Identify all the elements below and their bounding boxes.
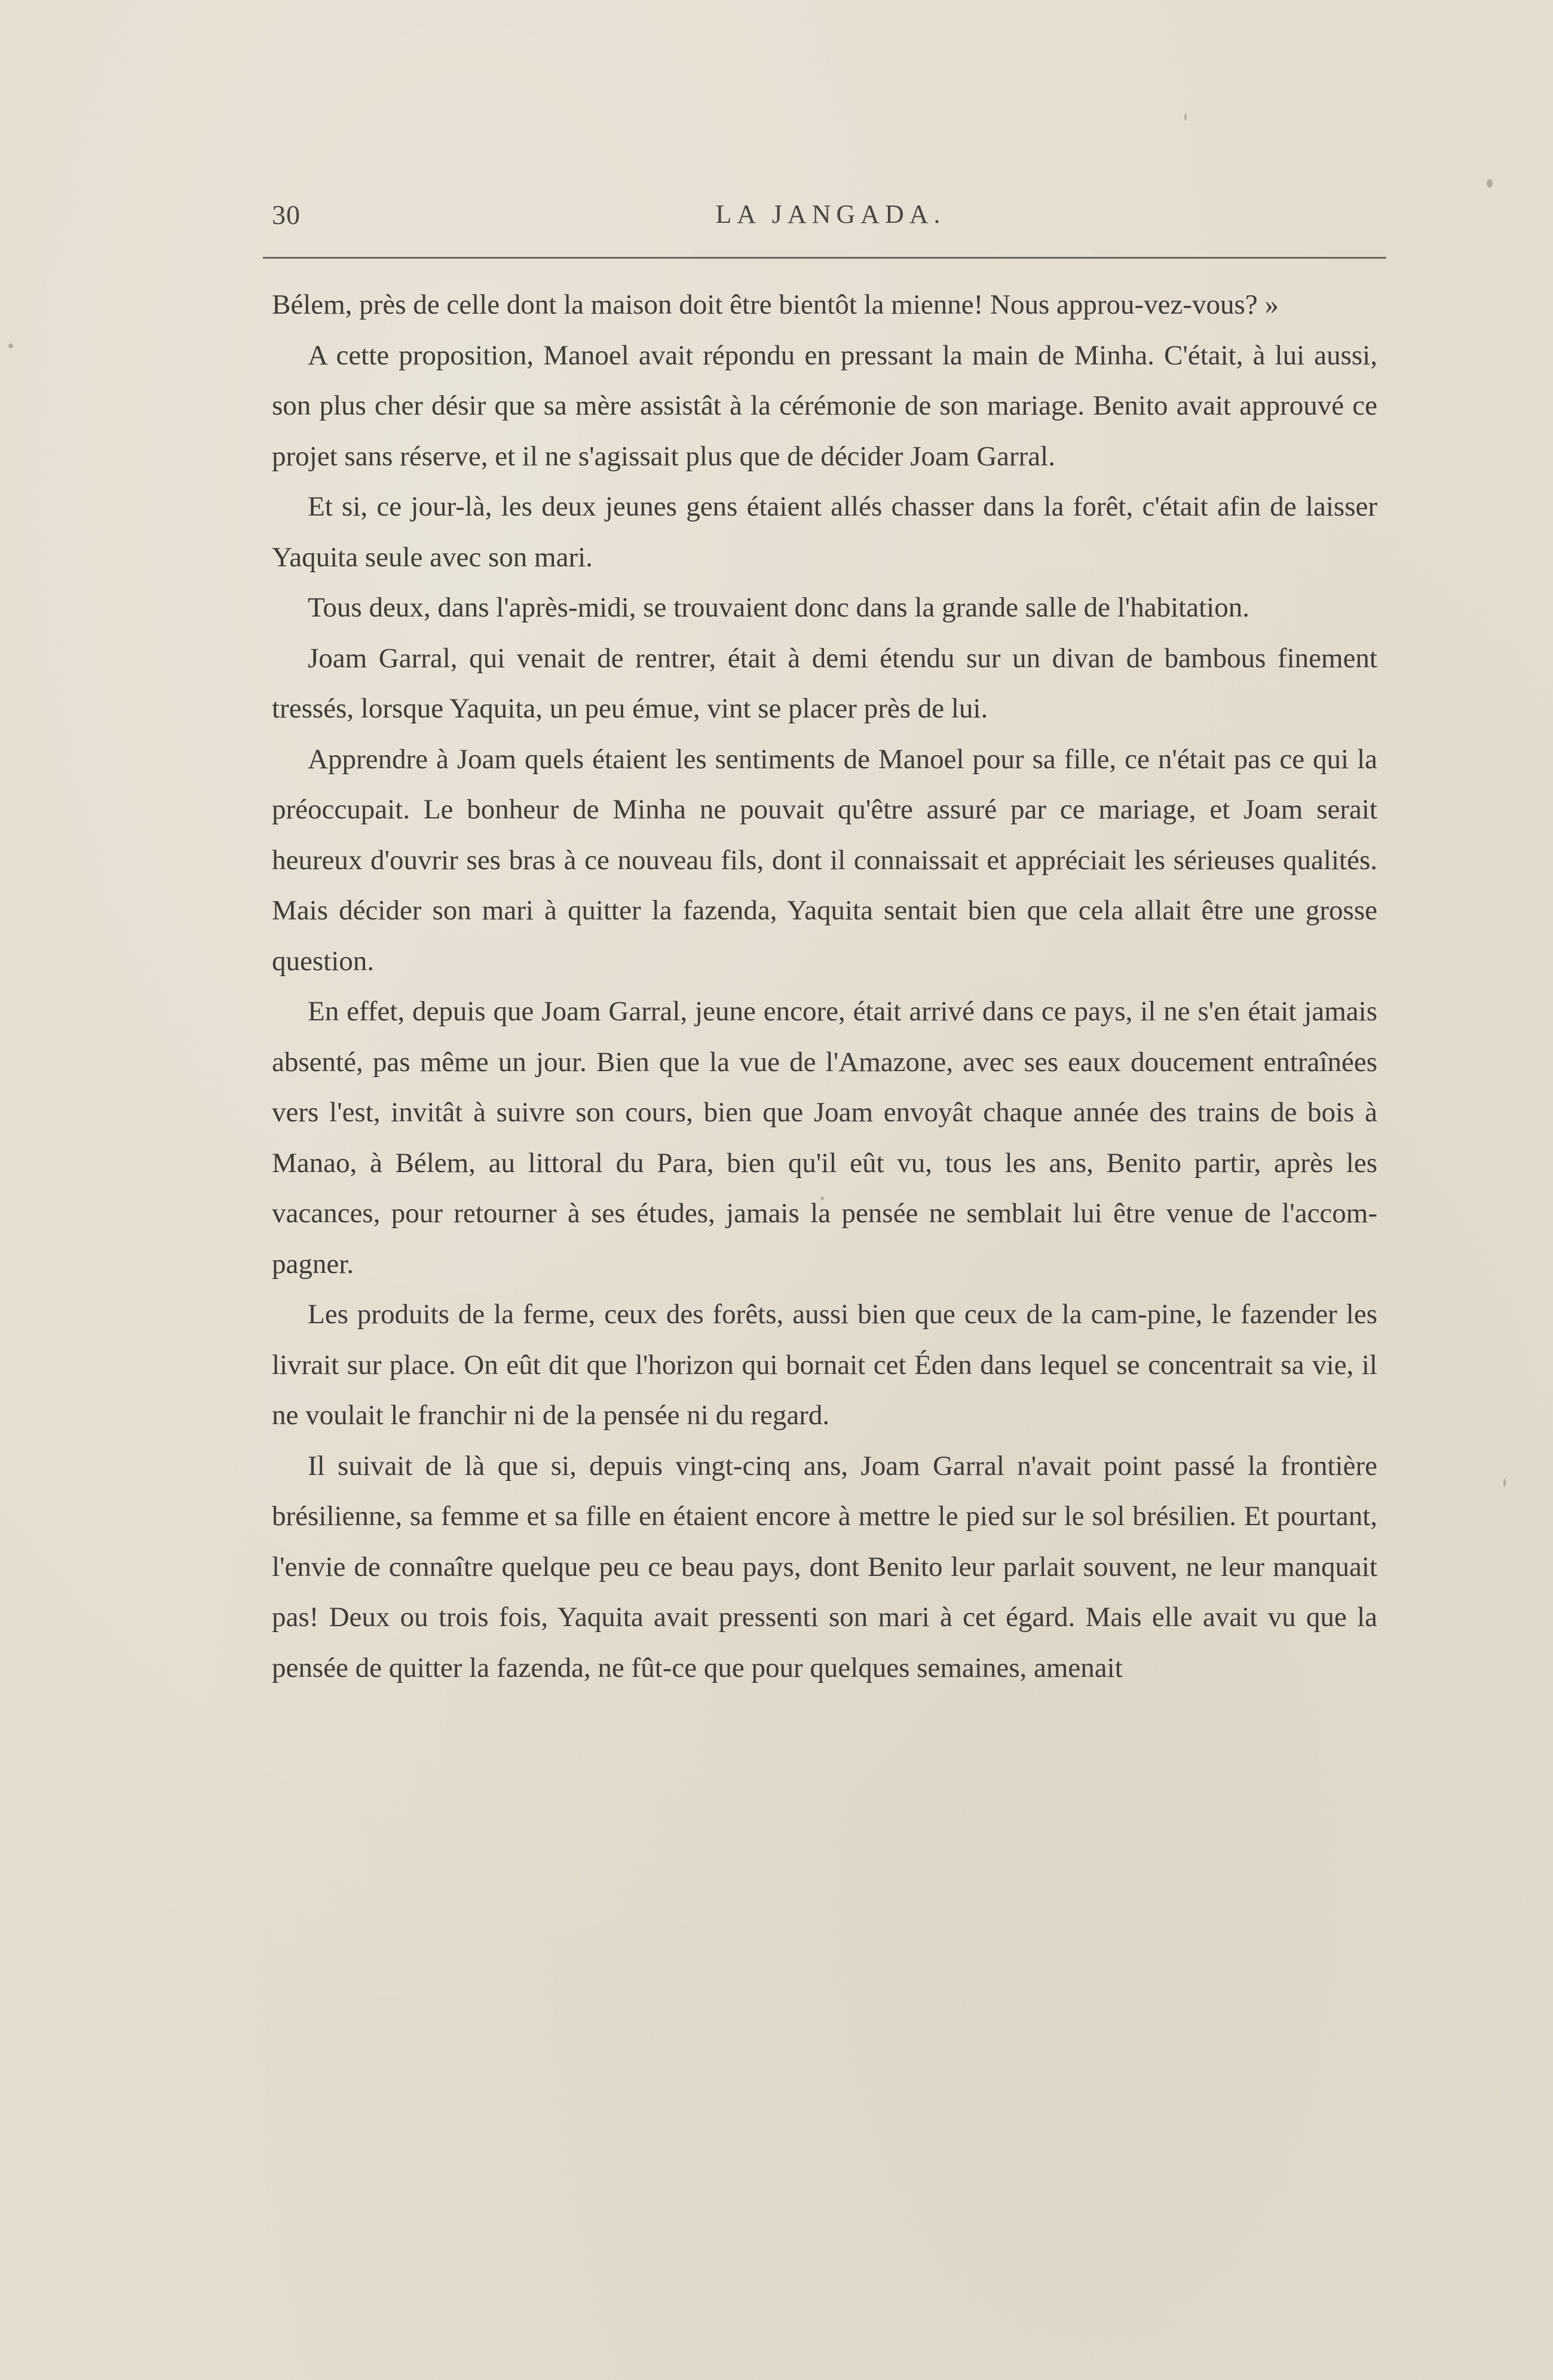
paragraph-7: En effet, depuis que Joam Garral, jeune encore, était arrivé dans ce pays, il ne s'en était jamais absenté, pas même un jour. Bien que la vue de l'Amazone, avec ses eaux doucement entraînées vers l'est, invitât à suivre son cours, bien que Joam envoyât chaque année des trains de bois à Manao, à Bélem, au littoral du Para, bien qu'il eût vu, tous les ans, Benito partir, après les vacances, pour retourner à ses études, jamais la pensée ne semblait lui être venue de l'accom-pagner. xyxy=(272,996,1377,1280)
paragraph-1: Bélem, près de celle dont la maison doit être bientôt la mienne! Nous approu-vez-vous? » xyxy=(272,289,1279,320)
body-text xyxy=(272,280,1377,1693)
paper-speck xyxy=(1184,114,1187,121)
header-rule xyxy=(263,257,1386,259)
paragraph-4: Tous deux, dans l'après-midi, se trouvaient donc dans la grande salle de l'habitation. xyxy=(308,592,1249,623)
paragraph-8: Les produits de la ferme, ceux des forêts, aussi bien que ceux de la cam-pine, le fazender les livrait sur place. On eût dit que l'horizon qui bornait cet Éden dans lequel se concentrait sa vie, il ne voulait le franchir ni de la pensée ni du regard. xyxy=(272,1299,1377,1431)
paper-speck xyxy=(8,343,13,348)
page-header xyxy=(272,188,1389,236)
paragraph-2: A cette proposition, Manoel avait répondu en pressant la main de Minha. C'était, à lui aussi, son plus cher désir que sa mère assistât à la cérémonie de son mariage. Benito avait approuvé ce projet sans réserve, et il ne s'agissait plus que de décider Joam Garral. xyxy=(272,339,1377,472)
running-title: LA JANGADA. xyxy=(715,200,946,229)
paragraph-9: Il suivait de là que si, depuis vingt-cinq ans, Joam Garral n'avait point passé la frontière brésilienne, sa femme et sa fille en étaient encore à mettre le pied sur le sol brésilien. Et pourtant, l'envie de connaître quelque peu ce beau pays, dont Benito leur parlait souvent, ne leur manquait pas! Deux ou trois fois, Yaquita avait pressenti son mari à cet égard. Mais elle avait vu que la pensée de quitter la fazenda, ne fût-ce que pour quelques semaines, amenait xyxy=(272,1450,1377,1683)
paper-speck xyxy=(820,1197,824,1200)
page-number: 30 xyxy=(272,200,301,230)
paper-speck xyxy=(1503,1479,1506,1487)
paper-speck xyxy=(1487,179,1493,188)
paragraph-6: Apprendre à Joam quels étaient les sentiments de Manoel pour sa fille, ce n'était pas ce qui la préoccupait. Le bonheur de Minha ne pouvait qu'être assuré par ce mariage, et Joam serait heureux d'ouvrir ses bras à ce nouveau fils, dont il connaissait et appréciait les sérieuses qualités. Mais décider son mari à quitter la fazenda, Yaquita sentait bien que cela allait être une grosse question. xyxy=(272,743,1377,977)
paragraph-3: Et si, ce jour-là, les deux jeunes gens étaient allés chasser dans la forêt, c'était afin de laisser Yaquita seule avec son mari. xyxy=(272,491,1377,573)
paragraph-5: Joam Garral, qui venait de rentrer, était à demi étendu sur un divan de bambous finement tressés, lorsque Yaquita, un peu émue, vint se placer près de lui. xyxy=(272,642,1377,724)
